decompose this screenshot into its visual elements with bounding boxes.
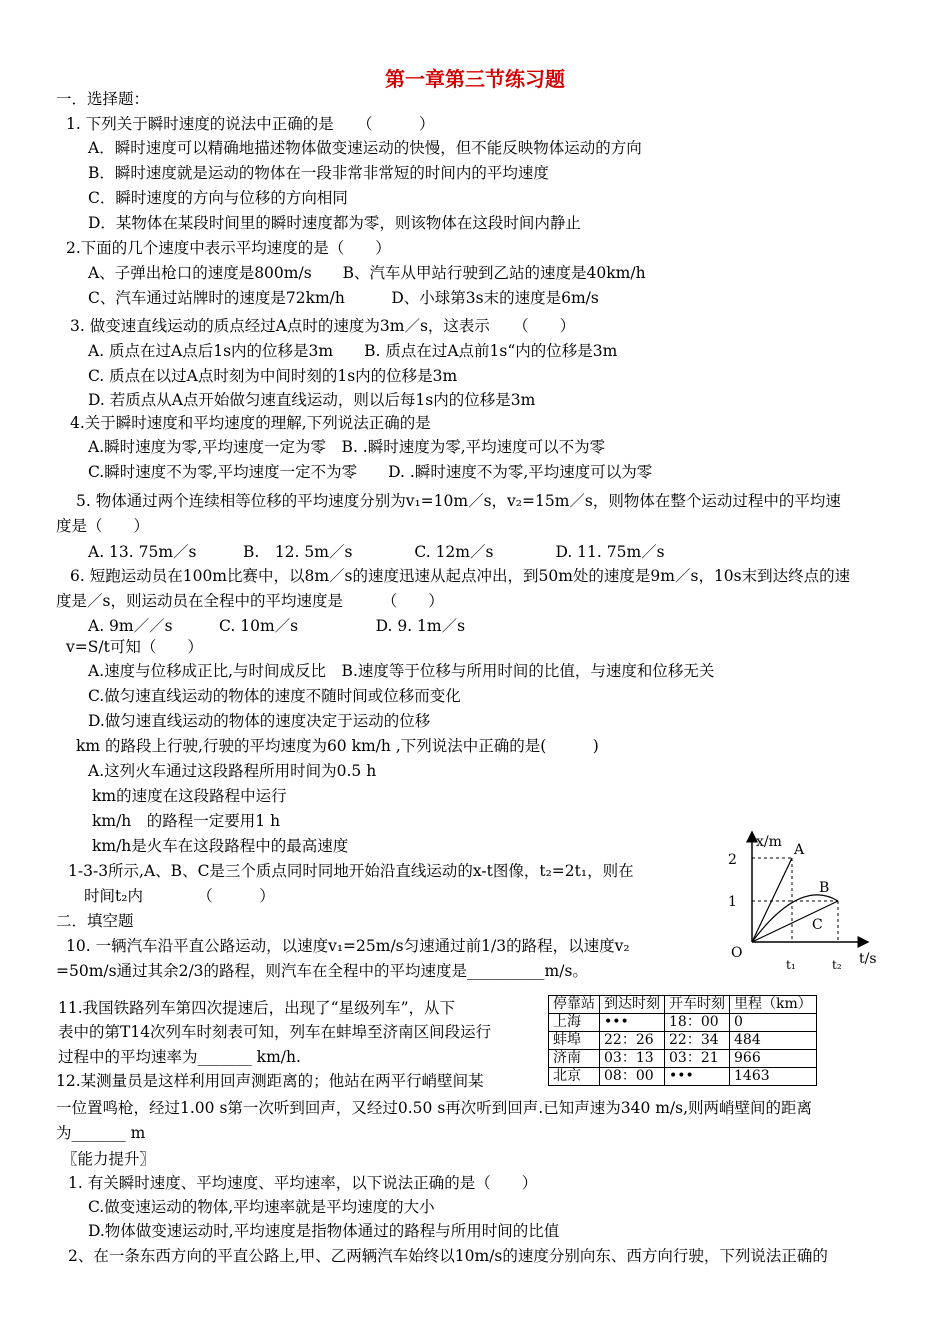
table-cell: 03：13 <box>600 1050 665 1068</box>
table-cell: 济南 <box>549 1050 600 1068</box>
table-cell: 1463 <box>730 1068 817 1086</box>
curve-b <box>752 895 838 942</box>
text-line: A. 13. 75m／s B. 12. 5m／s C. 12m／s D. 11. 75m／s <box>88 543 665 561</box>
table-header: 停靠站 <box>549 996 600 1014</box>
text-line: 1. 下列关于瞬时速度的说法中正确的是 （ ） <box>66 115 435 133</box>
y-tick-label: 1 <box>728 894 737 910</box>
x-axis-label: t/s <box>859 951 877 967</box>
table-cell: ••• <box>665 1068 730 1086</box>
text-line: C.做匀速直线运动的物体的速度不随时间或位移而变化 <box>88 687 461 705</box>
text-line: A.这列火车通过这段路程所用时间为0.5 h <box>88 762 377 780</box>
text-line: D.物体做变速运动时,平均速度是指物体通过的路程与所用时间的比值 <box>88 1222 560 1240</box>
text-line: C.瞬时速度不为零,平均速度一定不为零 D. .瞬时速度不为零,平均速度可以为零 <box>88 463 653 481</box>
text-line: 时间t₂内 （ ） <box>84 887 275 905</box>
table-cell: 484 <box>730 1032 817 1050</box>
text-line: 二．填空题 <box>56 912 134 930</box>
text-line: C. 质点在以过A点时刻为中间时刻的1s内的位移是3m <box>88 367 458 385</box>
text-line: C、汽车通过站牌时的速度是72km/h D、小球第3s末的速度是6m/s <box>88 289 599 307</box>
table-cell: 966 <box>730 1050 817 1068</box>
text-line: C.做变速运动的物体,平均速率就是平均速度的大小 <box>88 1198 435 1216</box>
origin-label: O <box>731 945 743 961</box>
curve-c <box>752 901 838 942</box>
text-line: 11.我国铁路列车第四次提速后，出现了“星级列车”，从下 <box>58 999 456 1017</box>
table-cell: 蚌埠 <box>549 1032 600 1050</box>
text-line: 度是／s，则运动员在全程中的平均速度是 （ ） <box>56 592 444 610</box>
text-line: A. 质点在过A点后1s内的位移是3m B. 质点在过A点前1s“内的位移是3m <box>88 342 618 360</box>
text-line: 〖能力提升〗 <box>62 1150 156 1168</box>
text-line: 6. 短跑运动员在100m比赛中，以8m／s的速度迅速从起点冲出，到50m处的速度是9m／s，10s末到达终点的速 <box>70 567 851 585</box>
table-cell: 22：26 <box>600 1032 665 1050</box>
text-line: A、子弹出枪口的速度是800m/s B、汽车从甲站行驶到乙站的速度是40km/h <box>88 264 646 282</box>
text-line: 3. 做变速直线运动的质点经过A点时的速度为3m／s，这表示 （ ） <box>70 317 576 335</box>
text-line: 10. 一辆汽车沿平直公路运动，以速度v₁=25m/s匀速通过前1/3的路程，以速度v₂ <box>66 937 630 955</box>
text-line: km/h 的路程一定要用1 h <box>92 812 281 830</box>
table-cell: 08：00 <box>600 1068 665 1086</box>
text-line: 1-3-3所示,A、B、C是三个质点同时同地开始沿直线运动的x-t图像，t₂=2t₁，则在 <box>68 862 634 880</box>
table-header-row <box>549 996 817 1014</box>
text-line: B．瞬时速度就是运动的物体在一段非常非常短的时间内的平均速度 <box>88 164 549 182</box>
table-cell: 0 <box>730 1014 817 1032</box>
page-title: 第一章第三节练习题 <box>385 67 565 91</box>
text-line: km 的路段上行驶,行驶的平均速度为60 km/h ,下列说法中正确的是( ) <box>76 737 599 755</box>
table-cell: 北京 <box>549 1068 600 1086</box>
table-cell: 18：00 <box>665 1014 730 1032</box>
table-row <box>549 1050 817 1068</box>
text-line: D.做匀速直线运动的物体的速度决定于运动的位移 <box>88 712 431 730</box>
train-timetable <box>548 995 817 1086</box>
text-line: 一．选择题： <box>56 90 150 108</box>
text-line: 表中的第T14次列车时刻表可知，列车在蚌埠至济南区间段运行 <box>58 1023 492 1041</box>
table-header: 开车时刻 <box>665 996 730 1014</box>
table-cell: ••• <box>600 1014 665 1032</box>
text-line: A.速度与位移成正比,与时间成反比 B.速度等于位移与所用时间的比值，与速度和位移无关 <box>88 662 715 680</box>
table-cell: 上海 <box>549 1014 600 1032</box>
text-line: =50m/s通过其余2/3的路程，则汽车在全程中的平均速度是__________m/s。 <box>56 962 588 980</box>
table-row <box>549 1014 817 1032</box>
table-cell: 03：21 <box>665 1050 730 1068</box>
text-line: 2.下面的几个速度中表示平均速度的是（ ） <box>66 239 391 257</box>
table-row <box>549 1068 817 1086</box>
text-line: 1. 有关瞬时速度、平均速度、平均速率，以下说法正确的是（ ） <box>68 1174 538 1192</box>
text-line: A. 9m／／s C. 10m／s D. 9. 1m／s <box>88 617 466 635</box>
text-line: D．某物体在某段时间里的瞬时速度都为零，则该物体在这段时间内静止 <box>88 214 581 232</box>
text-line: km的速度在这段路程中运行 <box>92 787 287 805</box>
text-line: A.瞬时速度为零,平均速度一定为零 B. .瞬时速度为零,平均速度可以不为零 <box>88 438 606 456</box>
text-line: 2、在一条东西方向的平直公路上,甲、乙两辆汽车始终以10m/s的速度分别向东、西方向行驶，下列说法正确的 <box>68 1247 828 1265</box>
text-line: 一位置鸣枪，经过1.00 s第一次听到回声，又经过0.50 s再次听到回声.已知声速为340 m/s,则两峭壁间的距离 <box>56 1099 813 1117</box>
table-header: 到达时刻 <box>600 996 665 1014</box>
text-line: D. 若质点从A点开始做匀速直线运动，则以后每1s内的位移是3m <box>88 391 536 409</box>
table-row <box>549 1032 817 1050</box>
y-axis-label: x/m <box>756 834 782 850</box>
text-line: A．瞬时速度可以精确地描述物体做变速运动的快慢，但不能反映物体运动的方向 <box>88 139 642 157</box>
x-tick-label: t₁ <box>786 958 796 972</box>
text-line: 5. 物体通过两个连续相等位移的平均速度分别为v₁=10m／s，v₂=15m／s，则物体在整个运动过程中的平均速 <box>76 492 841 510</box>
curve-label-a: A <box>794 842 805 858</box>
curve-label-c: C <box>812 917 823 933</box>
table-cell: 22：34 <box>665 1032 730 1050</box>
x-tick-label: t₂ <box>832 958 842 972</box>
text-line: 12.某测量员是这样利用回声测距离的；他站在两平行峭壁间某 <box>56 1072 484 1090</box>
text-line: v=S/t可知（ ） <box>66 638 203 656</box>
text-line: 为_______ m <box>56 1124 146 1142</box>
y-tick-label: 2 <box>728 852 737 868</box>
text-line: 度是（ ） <box>56 517 150 535</box>
xt-graph <box>718 822 888 974</box>
curve-label-b: B <box>819 880 830 896</box>
table-header: 里程（km） <box>730 996 817 1014</box>
curve-a <box>752 858 792 942</box>
text-line: km/h是火车在这段路程中的最高速度 <box>92 837 349 855</box>
text-line: C．瞬时速度的方向与位移的方向相同 <box>88 189 348 207</box>
text-line: 过程中的平均速率为_______ km/h. <box>58 1048 301 1066</box>
text-line: 4.关于瞬时速度和平均速度的理解,下列说法正确的是 <box>70 414 431 432</box>
